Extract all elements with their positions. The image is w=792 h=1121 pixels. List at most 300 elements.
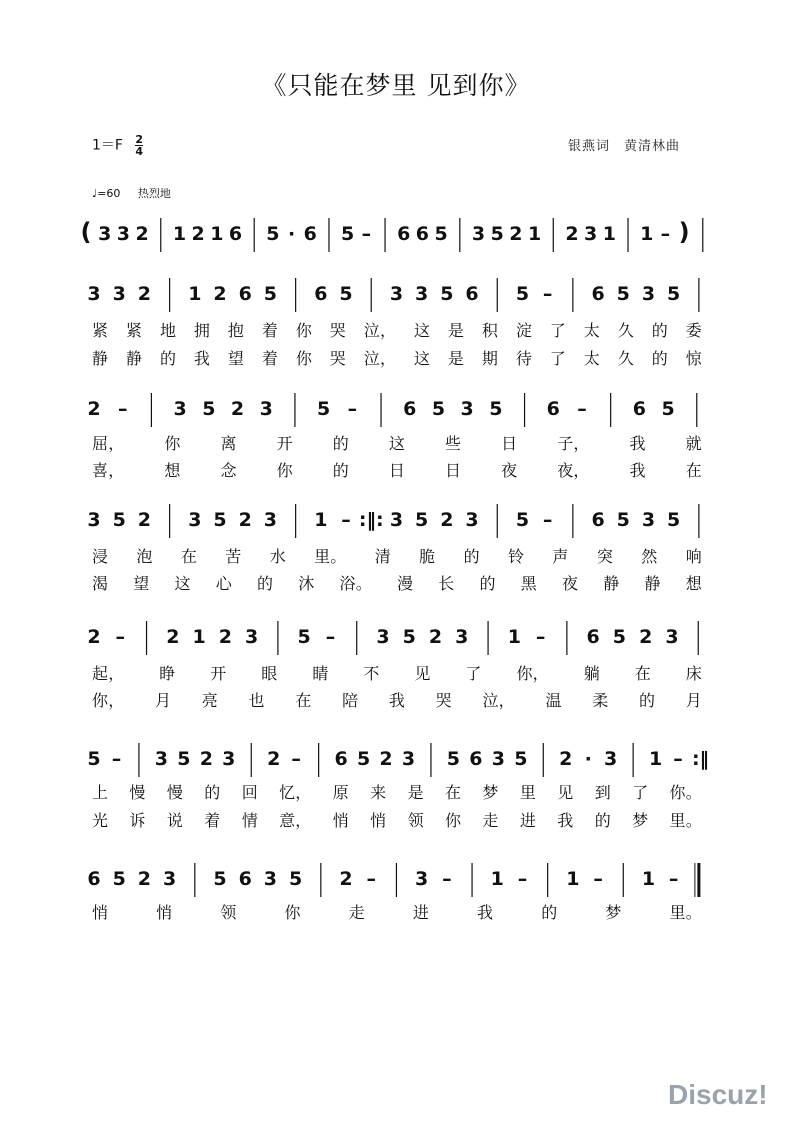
- note-digit: 5: [514, 748, 528, 770]
- lyric-syllable: 淀: [515, 321, 533, 340]
- note-digit: 3: [401, 748, 416, 770]
- lyric-syllable: 在: [295, 691, 312, 710]
- lyric-syllable: 的: [541, 903, 558, 922]
- note-digit: 3: [116, 223, 130, 245]
- lyric-syllable: 光: [92, 811, 109, 830]
- dash-note: –: [111, 748, 122, 770]
- lyric-syllable: 梦: [482, 783, 499, 802]
- lyric-syllable: 静: [92, 349, 109, 368]
- dash-note: –: [673, 748, 683, 770]
- lyric-syllable: 紧: [125, 321, 143, 340]
- note-digit: 5: [515, 509, 530, 531]
- lyric-syllable: 太: [583, 349, 600, 368]
- note-digit: 3: [389, 509, 404, 531]
- note-digit: 6: [397, 223, 411, 245]
- lyric-syllable: 到: [594, 783, 611, 802]
- note-digit: 3: [465, 509, 479, 531]
- note-digit: 3: [112, 283, 126, 305]
- note-digit: 6: [314, 283, 328, 305]
- lyric-syllable: 突: [596, 547, 614, 566]
- lyric-syllable: 想: [685, 574, 702, 593]
- lyric-line: [92, 346, 702, 369]
- lyric-syllable: 沐: [298, 574, 315, 593]
- note-digit: 3: [665, 626, 679, 648]
- lyric-line: [92, 431, 702, 454]
- lyric-syllable: 原: [332, 783, 349, 802]
- lyric-syllable: 着: [204, 811, 221, 830]
- lyric-syllable: 领: [407, 811, 424, 830]
- lyric-syllable: 你: [284, 903, 301, 922]
- note-digit: 1: [641, 868, 656, 890]
- note-digit: 5: [339, 283, 353, 305]
- note-digit: 3: [173, 398, 187, 420]
- lyric-syllable: 紧: [92, 321, 109, 340]
- note-digit: 5: [356, 748, 371, 770]
- note-digit: 5: [112, 509, 126, 531]
- lyric-syllable: 你: [445, 811, 462, 830]
- lyric-syllable: 的: [479, 574, 496, 593]
- lyric-syllable: 温: [545, 691, 562, 710]
- lyric-syllable: 的: [257, 574, 274, 593]
- note-digit: 6: [228, 223, 243, 245]
- note-digit: 6: [632, 398, 646, 420]
- note-digit: 6: [238, 868, 252, 890]
- note-digit: 5: [667, 283, 681, 305]
- lyric-syllable: 是: [447, 349, 465, 368]
- lyric-syllable: 梦: [632, 811, 649, 830]
- lyric-syllable: 着: [261, 349, 279, 368]
- lyric-syllable: 我: [629, 434, 646, 453]
- dash-note: –: [361, 223, 372, 245]
- note-digit: 5: [213, 509, 227, 531]
- note-digit: 5: [202, 398, 216, 420]
- dash-note: –: [542, 283, 553, 305]
- note-digit: 2: [559, 748, 573, 770]
- lyric-syllable: 的: [332, 461, 349, 480]
- tempo-word: 热烈地: [137, 187, 171, 200]
- note-digit: 5: [289, 868, 303, 890]
- lyric-syllable: 夜，: [557, 461, 590, 480]
- lyric-syllable: 上: [92, 783, 109, 802]
- lyric-syllable: 你: [295, 321, 313, 340]
- lyric-syllable: 的: [651, 349, 668, 368]
- lyric-syllable: 着: [261, 321, 279, 340]
- lyric-syllable: 喜，: [92, 461, 125, 480]
- lyric-syllable: 夜: [501, 461, 518, 480]
- note-digit: 1: [648, 748, 663, 770]
- lyric-syllable: 子，: [557, 434, 590, 453]
- lyric-syllable: 我: [629, 461, 646, 480]
- lyric-syllable: 忆，: [279, 783, 312, 802]
- lyric-syllable: 也: [248, 691, 265, 710]
- note-digit: 5: [661, 398, 675, 420]
- lyric-syllable: 声: [552, 547, 569, 566]
- lyric-syllable: 的: [204, 783, 221, 802]
- note-digit: 5: [616, 283, 630, 305]
- lyric-syllable: 黑: [520, 574, 537, 593]
- lyric-syllable: 我: [557, 811, 574, 830]
- note-digit: (: [80, 218, 92, 246]
- note-digit: 6: [87, 868, 101, 890]
- lyric-syllable: 望: [133, 574, 150, 593]
- note-digit: 2: [379, 748, 393, 770]
- lyric-syllable: 些: [444, 434, 462, 453]
- note-digit: 2: [87, 626, 101, 648]
- note-digit: 5: [266, 223, 280, 245]
- note-digit: 3: [584, 223, 598, 245]
- note-digit: 3: [641, 283, 656, 305]
- lyric-syllable: 想: [164, 461, 181, 480]
- lyric-syllable: 苦: [225, 547, 242, 566]
- note-digit: 3: [415, 868, 429, 890]
- meter-top: 2: [135, 133, 144, 146]
- lyric-syllable: 你: [276, 461, 293, 480]
- note-digit: 2: [230, 398, 245, 420]
- lyric-syllable: 抱: [227, 321, 245, 340]
- lyric-syllable: 意，: [279, 811, 312, 830]
- lyric-syllable: 浴。: [339, 574, 372, 593]
- lyric-syllable: 情: [241, 811, 258, 830]
- note-digit: 3: [259, 398, 273, 420]
- lyric-syllable: 在: [685, 461, 702, 480]
- lyric-syllable: 哭: [329, 349, 346, 368]
- note-digit: 5: [489, 398, 503, 420]
- lyric-syllable: 长: [438, 574, 455, 593]
- note-digit: 5: [341, 223, 355, 245]
- lyric-line: [92, 318, 702, 341]
- dash-note: –: [325, 626, 336, 648]
- note-digit: :‖: [691, 748, 710, 770]
- note-digit: 6: [465, 283, 479, 305]
- lyric-line: [92, 780, 702, 803]
- lyric-syllable: 悄: [92, 903, 109, 922]
- lyric-syllable: 这: [174, 574, 191, 593]
- note-digit: 3: [471, 223, 486, 245]
- lyric-syllable: 见: [557, 783, 574, 802]
- note-digit: 5: [402, 626, 416, 648]
- lyric-line: [92, 458, 702, 481]
- lyric-line: [92, 688, 702, 711]
- lyric-syllable: 开: [276, 434, 293, 453]
- lyric-syllable: 积: [481, 321, 499, 340]
- note-digit: 3: [188, 509, 202, 531]
- lyric-syllable: 进: [519, 811, 537, 830]
- lyric-syllable: 你: [164, 434, 181, 453]
- lyric-syllable: 进: [412, 903, 430, 922]
- dash-note: –: [668, 868, 679, 890]
- note-digit: 2: [639, 626, 653, 648]
- note-digit: 2: [509, 223, 523, 245]
- lyric-syllable: 漫: [396, 574, 414, 593]
- note-digit: 2: [218, 626, 232, 648]
- note-digit: 5: [446, 748, 461, 770]
- note-digit: 3: [455, 626, 469, 648]
- lyric-syllable: 月: [154, 691, 172, 710]
- lyric-syllable: 陪: [342, 691, 359, 710]
- lyric-syllable: 待: [515, 349, 533, 368]
- dash-note: –: [341, 509, 351, 531]
- note-digit: 5: [440, 283, 454, 305]
- lyric-syllable: 静: [603, 574, 620, 593]
- lyric-syllable: 梦: [605, 903, 622, 922]
- lyric-syllable: 慢: [129, 783, 146, 802]
- dash-note: –: [535, 626, 546, 648]
- note-digit: 2: [213, 283, 227, 305]
- note-digit: 3: [460, 398, 474, 420]
- note-digit: 5: [112, 868, 126, 890]
- lyric-syllable: 太: [583, 321, 600, 340]
- lyric-syllable: 念: [220, 461, 237, 480]
- note-digit: 3: [389, 283, 404, 305]
- meter-bottom: 4: [135, 145, 144, 158]
- lyric-syllable: 水: [269, 547, 286, 566]
- lyric-syllable: 久: [617, 349, 634, 368]
- note-digit: 1: [188, 283, 202, 305]
- lyric-syllable: 哭: [435, 691, 452, 710]
- lyric-syllable: 悄: [332, 811, 349, 830]
- note-digit: 1: [640, 223, 654, 245]
- lyric-syllable: 然: [641, 547, 658, 566]
- lyric-syllable: 的: [159, 349, 177, 368]
- lyric-syllable: 在: [445, 783, 462, 802]
- lyric-line: [92, 900, 702, 923]
- lyric-syllable: 静: [644, 574, 661, 593]
- lyric-syllable: 睁: [159, 664, 176, 683]
- note-digit: 5: [612, 626, 627, 648]
- lyric-syllable: 这: [388, 434, 406, 453]
- note-digit: 3: [87, 509, 101, 531]
- lyric-syllable: 来: [370, 783, 387, 802]
- note-digit: 2: [137, 283, 152, 305]
- lyric-syllable: 里: [519, 783, 537, 802]
- note-digit: 1: [490, 868, 504, 890]
- note-digit: 1: [172, 223, 187, 245]
- dash-note: –: [577, 398, 587, 420]
- note-digit: 3: [245, 626, 259, 648]
- lyric-syllable: 我: [388, 691, 406, 710]
- lyric-syllable: 这: [413, 321, 431, 340]
- tempo-value: ♩=60: [92, 187, 121, 200]
- note-digit: 5: [490, 223, 504, 245]
- lyric-syllable: 你: [295, 349, 313, 368]
- lyric-syllable: 委: [685, 321, 702, 340]
- note-digit: 3: [415, 283, 429, 305]
- note-digit: 2: [565, 223, 579, 245]
- lyric-syllable: 屈，: [92, 434, 125, 453]
- note-digit: 6: [403, 398, 417, 420]
- lyric-syllable: 久: [617, 321, 634, 340]
- lyric-line: [92, 544, 702, 567]
- lyric-syllable: 诉: [129, 811, 146, 830]
- note-digit: 1: [507, 626, 521, 648]
- note-digit: 2: [137, 509, 152, 531]
- note-digit: 2: [166, 626, 180, 648]
- note-digit: 6: [546, 398, 560, 420]
- note-digit: 5: [177, 748, 191, 770]
- lyric-syllable: 里。: [314, 547, 347, 566]
- note-digit: 2: [440, 509, 454, 531]
- lyric-syllable: 渴: [92, 574, 109, 593]
- lyric-syllable: 起，: [92, 664, 125, 683]
- lyric-syllable: 离: [220, 434, 237, 453]
- lyric-syllable: 夜: [561, 574, 579, 593]
- note-digit: 6: [415, 223, 430, 245]
- lyric-syllable: 的: [463, 547, 480, 566]
- lyric-syllable: 日: [501, 434, 518, 453]
- lyric-syllable: 领: [220, 903, 237, 922]
- note-digit: 2: [428, 626, 443, 648]
- note-digit: 3: [263, 509, 278, 531]
- note-digit: 6: [591, 509, 605, 531]
- lyric-syllable: 我: [193, 349, 211, 368]
- note-digit: 2: [238, 509, 252, 531]
- note-digit: 6: [334, 748, 348, 770]
- dot-mark: ·: [287, 223, 296, 245]
- note-digit: 1: [192, 626, 206, 648]
- lyric-line: [92, 808, 702, 831]
- lyric-syllable: 泣，: [363, 349, 397, 368]
- lyric-syllable: 眼: [261, 664, 278, 683]
- dash-note: –: [442, 868, 452, 890]
- lyric-syllable: 哭: [329, 321, 346, 340]
- lyric-syllable: 开: [210, 664, 227, 683]
- dash-note: –: [517, 868, 528, 890]
- lyric-syllable: 见: [414, 664, 431, 683]
- lyric-syllable: 说: [166, 811, 184, 830]
- lyric-syllable: 在: [180, 547, 198, 566]
- lyric-syllable: 在: [634, 664, 651, 683]
- lyric-syllable: 惊: [685, 349, 702, 368]
- lyric-syllable: 泡: [136, 547, 153, 566]
- note-digit: 1: [314, 509, 328, 531]
- lyric-syllable: 的: [639, 691, 656, 710]
- note-digit: 6: [469, 748, 483, 770]
- lyric-syllable: 日: [444, 461, 462, 480]
- dot-mark: ·: [584, 748, 592, 770]
- dash-note: –: [347, 398, 358, 420]
- lyric-syllable: 响: [685, 547, 702, 566]
- discuz-watermark: Discuz!: [668, 1079, 768, 1110]
- note-digit: 2: [87, 398, 101, 420]
- lyric-syllable: 了: [632, 783, 649, 802]
- note-digit: 5: [434, 223, 448, 245]
- note-digit: 1: [602, 223, 616, 245]
- note-digit: 1: [210, 223, 224, 245]
- note-digit: 3: [162, 868, 177, 890]
- note-digit: 3: [87, 283, 101, 305]
- lyric-syllable: 浸: [92, 547, 109, 566]
- lyric-syllable: 你，: [92, 691, 125, 710]
- note-digit: 3: [491, 748, 505, 770]
- note-digit: 1: [566, 868, 580, 890]
- dash-note: –: [660, 223, 671, 245]
- note-digit: 5: [431, 398, 446, 420]
- note-digit: 3: [604, 748, 618, 770]
- note-digit: 5: [415, 509, 429, 531]
- note-digit: 3: [641, 509, 656, 531]
- lyric-syllable: 躺: [583, 664, 600, 683]
- lyric-syllable: 走: [348, 903, 365, 922]
- lyric-syllable: 是: [447, 321, 465, 340]
- lyric-syllable: 了: [549, 349, 566, 368]
- lyric-syllable: 脆: [419, 547, 436, 566]
- lyric-syllable: 睛: [312, 664, 329, 683]
- lyric-syllable: 里。: [669, 903, 702, 922]
- dash-note: –: [115, 626, 126, 648]
- note-digit: 3: [376, 626, 390, 648]
- lyric-syllable: 了: [465, 664, 482, 683]
- lyric-syllable: 慢: [166, 783, 184, 802]
- note-digit: ): [678, 218, 690, 246]
- note-digit: 2: [199, 748, 213, 770]
- dash-note: –: [366, 868, 376, 890]
- note-digit: 3: [263, 868, 278, 890]
- lyric-syllable: 静: [125, 349, 143, 368]
- note-digit: 6: [303, 223, 317, 245]
- note-digit: 2: [339, 868, 353, 890]
- lyric-syllable: 泣，: [482, 691, 515, 710]
- lyric-syllable: 悄: [156, 903, 173, 922]
- key-label: 1＝F: [92, 137, 123, 154]
- lyric-syllable: 的: [332, 434, 349, 453]
- note-digit: 3: [154, 748, 169, 770]
- note-digit: 5: [616, 509, 630, 531]
- lyric-syllable: 拥: [193, 321, 211, 340]
- lyric-line: [92, 571, 702, 594]
- lyric-syllable: 的: [651, 321, 668, 340]
- note-digit: :‖:: [358, 509, 384, 531]
- lyric-syllable: 悄: [370, 811, 387, 830]
- note-digit: 3: [98, 223, 112, 245]
- lyric-syllable: 回: [241, 783, 258, 802]
- lyric-syllable: 里。: [669, 811, 702, 830]
- lyric-syllable: 你，: [516, 664, 549, 683]
- lyric-syllable: 就: [685, 434, 702, 453]
- lyric-syllable: 你。: [669, 783, 702, 802]
- note-digit: 5: [213, 868, 227, 890]
- lyric-syllable: 床: [685, 664, 702, 683]
- note-digit: 2: [267, 748, 281, 770]
- lyric-syllable: 不: [363, 664, 380, 683]
- lyric-syllable: 是: [407, 783, 424, 802]
- note-digit: 6: [586, 626, 600, 648]
- note-digit: 3: [222, 748, 236, 770]
- credits: 银燕词 黄清林曲: [568, 139, 681, 154]
- note-digit: 5: [87, 748, 101, 770]
- note-digit: 5: [667, 509, 681, 531]
- lyric-syllable: 泣，: [363, 321, 397, 340]
- lyric-syllable: 我: [477, 903, 494, 922]
- lyric-syllable: 了: [549, 321, 566, 340]
- lyric-syllable: 月: [685, 691, 702, 710]
- lyric-syllable: 心: [215, 574, 232, 593]
- lyric-syllable: 日: [388, 461, 406, 480]
- note-digit: 5: [515, 283, 530, 305]
- lyric-line: [92, 661, 702, 684]
- note-digit: 6: [591, 283, 605, 305]
- note-digit: 6: [238, 283, 252, 305]
- lyric-syllable: 望: [227, 349, 245, 368]
- lyric-syllable: 清: [374, 547, 391, 566]
- dash-note: –: [542, 509, 553, 531]
- note-digit: 2: [135, 223, 149, 245]
- note-digit: 1: [527, 223, 542, 245]
- lyric-syllable: 期: [481, 349, 499, 368]
- note-digit: 5: [263, 283, 278, 305]
- dash-note: –: [117, 398, 128, 420]
- lyric-syllable: 地: [159, 321, 177, 340]
- lyric-syllable: 走: [482, 811, 499, 830]
